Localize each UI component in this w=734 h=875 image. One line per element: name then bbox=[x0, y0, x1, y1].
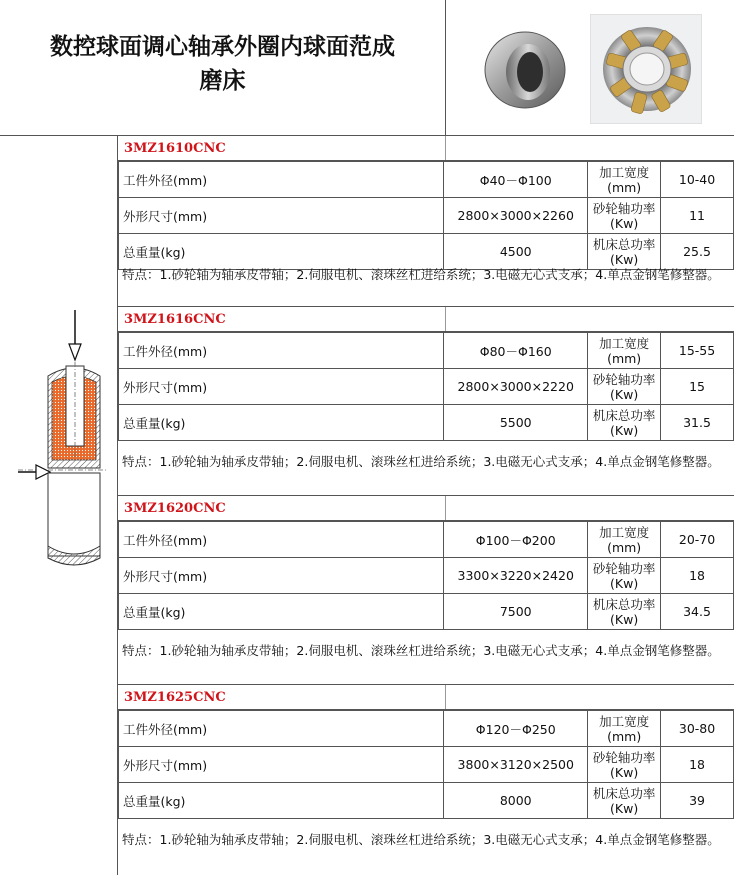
param-label: 机床总功率(Kw) bbox=[588, 234, 661, 270]
row-label: 工件外径(mm) bbox=[119, 711, 444, 747]
param-value: 34.5 bbox=[661, 594, 734, 630]
row-value: Φ80－Φ160 bbox=[444, 333, 588, 369]
model-name: 3MZ1616CNC bbox=[124, 312, 226, 327]
row-value: 8000 bbox=[444, 783, 588, 819]
table-row bbox=[119, 405, 734, 441]
row-label: 工件外径(mm) bbox=[119, 162, 444, 198]
row-value: 5500 bbox=[444, 405, 588, 441]
table-row bbox=[119, 783, 734, 819]
row-value: 4500 bbox=[444, 234, 588, 270]
features-text: 特点：1.砂轮轴为轴承皮带轴；2.伺服电机、滚珠丝杠进给系统；3.电磁无心式支承；4.单点金钢笔修整器。 bbox=[122, 454, 720, 469]
bearing-photo-roller bbox=[590, 14, 702, 124]
row-label: 总重量(kg) bbox=[119, 234, 444, 270]
page-header bbox=[0, 0, 734, 136]
param-label: 砂轮轴功率(Kw) bbox=[588, 369, 661, 405]
row-label: 工件外径(mm) bbox=[119, 522, 444, 558]
param-value: 39 bbox=[661, 783, 734, 819]
param-value: 25.5 bbox=[661, 234, 734, 270]
param-value: 10-40 bbox=[661, 162, 734, 198]
header-divider bbox=[445, 0, 446, 135]
divider bbox=[445, 136, 446, 160]
row-value: 3800×3120×2500 bbox=[444, 747, 588, 783]
param-value: 31.5 bbox=[661, 405, 734, 441]
row-value: 7500 bbox=[444, 594, 588, 630]
spec-table bbox=[118, 521, 734, 630]
param-label: 加工宽度(mm) bbox=[588, 333, 661, 369]
table-row bbox=[119, 333, 734, 369]
arrow-right-icon bbox=[18, 465, 50, 479]
table-row bbox=[119, 594, 734, 630]
param-label: 砂轮轴功率(Kw) bbox=[588, 747, 661, 783]
row-label: 总重量(kg) bbox=[119, 594, 444, 630]
features-text: 特点：1.砂轮轴为轴承皮带轴；2.伺服电机、滚珠丝杠进给系统；3.电磁无心式支承；4.单点金钢笔修整器。 bbox=[122, 643, 720, 658]
param-label: 加工宽度(mm) bbox=[588, 162, 661, 198]
param-label: 砂轮轴功率(Kw) bbox=[588, 198, 661, 234]
param-value: 15 bbox=[661, 369, 734, 405]
table-row bbox=[119, 747, 734, 783]
model-name: 3MZ1625CNC bbox=[124, 690, 226, 705]
row-label: 总重量(kg) bbox=[119, 783, 444, 819]
divider bbox=[445, 685, 446, 709]
row-label: 外形尺寸(mm) bbox=[119, 198, 444, 234]
row-label: 外形尺寸(mm) bbox=[119, 369, 444, 405]
param-value: 15-55 bbox=[661, 333, 734, 369]
table-row bbox=[119, 558, 734, 594]
param-label: 加工宽度(mm) bbox=[588, 711, 661, 747]
row-label: 工件外径(mm) bbox=[119, 333, 444, 369]
param-label: 机床总功率(Kw) bbox=[588, 405, 661, 441]
table-row bbox=[119, 711, 734, 747]
row-value: 2800×3000×2260 bbox=[444, 198, 588, 234]
bearing-photo-spherical bbox=[470, 14, 580, 122]
param-value: 18 bbox=[661, 747, 734, 783]
row-label: 总重量(kg) bbox=[119, 405, 444, 441]
grinding-diagram bbox=[18, 308, 108, 578]
divider bbox=[445, 307, 446, 331]
row-label: 外形尺寸(mm) bbox=[119, 747, 444, 783]
param-label: 机床总功率(Kw) bbox=[588, 594, 661, 630]
param-label: 机床总功率(Kw) bbox=[588, 783, 661, 819]
row-value: Φ100－Φ200 bbox=[444, 522, 588, 558]
row-value: 2800×3000×2220 bbox=[444, 369, 588, 405]
table-row bbox=[119, 162, 734, 198]
param-value: 18 bbox=[661, 558, 734, 594]
param-label: 加工宽度(mm) bbox=[588, 522, 661, 558]
param-label: 砂轮轴功率(Kw) bbox=[588, 558, 661, 594]
spec-table bbox=[118, 710, 734, 819]
param-value: 20-70 bbox=[661, 522, 734, 558]
table-row bbox=[119, 234, 734, 270]
table-row bbox=[119, 369, 734, 405]
table-row bbox=[119, 522, 734, 558]
spec-table bbox=[118, 161, 734, 270]
param-value: 30-80 bbox=[661, 711, 734, 747]
param-value: 11 bbox=[661, 198, 734, 234]
features-text: 特点：1.砂轮轴为轴承皮带轴；2.伺服电机、滚珠丝杠进给系统；3.电磁无心式支承；4.单点金钢笔修整器。 bbox=[122, 267, 720, 282]
row-value: 3300×3220×2420 bbox=[444, 558, 588, 594]
row-value: Φ120－Φ250 bbox=[444, 711, 588, 747]
row-label: 外形尺寸(mm) bbox=[119, 558, 444, 594]
title-line-1: 数控球面调心轴承外圈内球面范成 bbox=[50, 33, 395, 60]
spec-table bbox=[118, 332, 734, 441]
table-row bbox=[119, 198, 734, 234]
title-line-2: 磨床 bbox=[199, 67, 246, 94]
model-name: 3MZ1610CNC bbox=[124, 141, 226, 156]
arrow-down-icon bbox=[69, 310, 81, 360]
divider bbox=[445, 496, 446, 520]
features-text: 特点：1.砂轮轴为轴承皮带轴；2.伺服电机、滚珠丝杠进给系统；3.电磁无心式支承；4.单点金钢笔修整器。 bbox=[122, 832, 720, 847]
row-value: Φ40－Φ100 bbox=[444, 162, 588, 198]
page-title bbox=[0, 30, 445, 98]
model-name: 3MZ1620CNC bbox=[124, 501, 226, 516]
